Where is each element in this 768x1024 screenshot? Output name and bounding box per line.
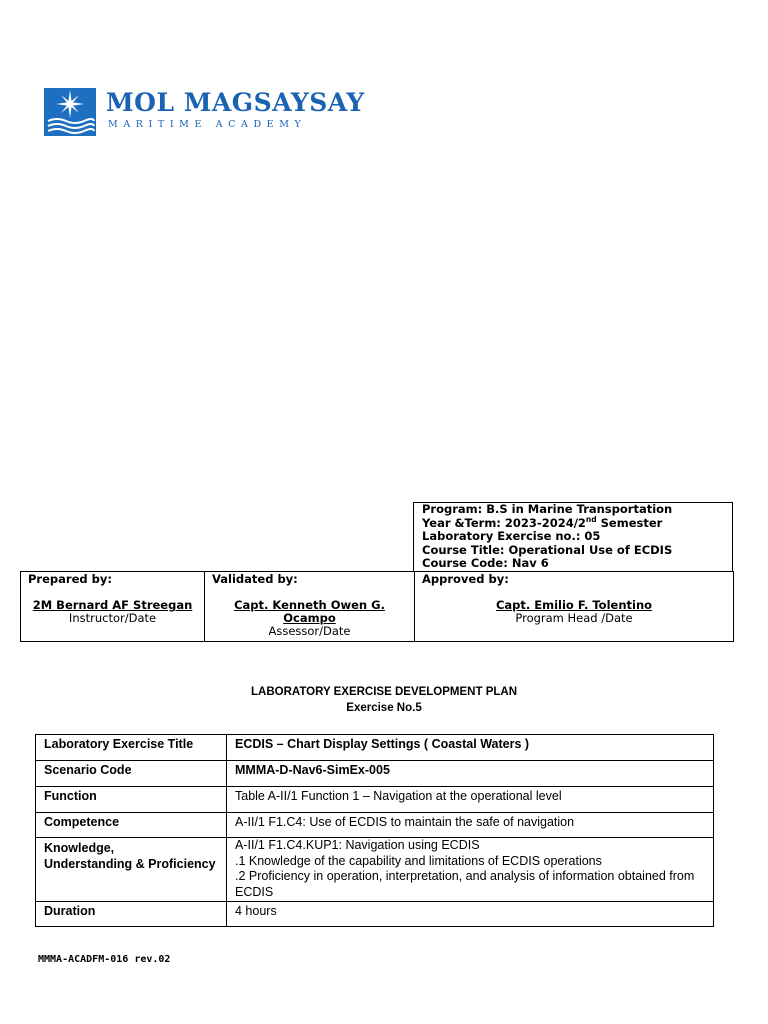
table-row <box>36 838 714 902</box>
row-label <box>36 838 227 902</box>
logo-subtitle: MARITIME ACADEMY <box>108 119 307 130</box>
plan-subtitle: Exercise No.5 <box>346 702 422 714</box>
prepared-role: Instructor/Date <box>68 611 157 625</box>
star-wave-emblem-icon <box>44 88 96 136</box>
row-value: A-II/1 F1.C4: Use of ECDIS to maintain the safe of navigation <box>227 813 714 838</box>
signature-table <box>20 571 734 642</box>
plan-table <box>35 734 714 927</box>
validated-label: Validated by: <box>212 572 298 586</box>
row-value-line: A-II/1 F1.C4.KUP1: Navigation using ECDIS <box>235 838 480 852</box>
table-row <box>36 813 714 838</box>
approved-role: Program Head /Date <box>515 611 633 625</box>
year-term-ordinal: nd <box>585 514 597 524</box>
row-label: Function <box>36 787 227 813</box>
form-code-footer: MMMA-ACADFM-016 rev.02 <box>38 954 171 965</box>
row-value-line: .2 Proficiency in operation, interpretation, and analysis of information obtained from ECDIS <box>235 869 695 899</box>
table-row <box>36 735 714 761</box>
validated-name: Capt. Kenneth Owen G. Ocampo <box>234 598 385 625</box>
year-term-semester: Semester <box>596 515 663 530</box>
program-info-box <box>413 502 733 572</box>
row-value: ECDIS – Chart Display Settings ( Coastal Waters ) <box>227 735 714 761</box>
row-value <box>227 838 714 902</box>
table-row <box>36 902 714 927</box>
row-value: 4 hours <box>227 902 714 927</box>
exercise-number-line: Laboratory Exercise no.: 05 <box>422 529 601 544</box>
row-label-line: Knowledge, <box>44 841 115 855</box>
prepared-label: Prepared by: <box>28 572 112 586</box>
approved-label: Approved by: <box>422 572 509 586</box>
validated-role: Assessor/Date <box>268 624 351 638</box>
program-line: Program: B.S in Marine Transportation <box>422 502 673 516</box>
row-label: Competence <box>36 813 227 838</box>
prepared-name: 2M Bernard AF Streegan <box>32 598 193 612</box>
table-row <box>36 787 714 813</box>
row-value-line: .1 Knowledge of the capability and limitations of ECDIS operations <box>235 853 602 868</box>
course-code-line: Course Code: Nav 6 <box>422 556 549 571</box>
row-label: Scenario Code <box>36 761 227 787</box>
academy-logo <box>44 86 365 138</box>
row-label: Duration <box>36 902 227 927</box>
approved-cell <box>415 572 734 642</box>
row-label-line: Understanding & Proficiency <box>44 856 216 871</box>
logo-name: MOL MAGSAYSAY <box>106 88 365 117</box>
course-title-line: Course Title: Operational Use of ECDIS <box>422 542 673 557</box>
year-term-text: Year &Term: 2023-2024/2 <box>422 515 586 530</box>
approved-name: Capt. Emilio F. Tolentino <box>495 598 653 612</box>
plan-title: LABORATORY EXERCISE DEVELOPMENT PLAN <box>250 686 518 698</box>
year-term-line <box>422 514 732 531</box>
validated-cell <box>205 572 415 642</box>
row-value: MMMA-D-Nav6-SimEx-005 <box>227 761 714 787</box>
row-label: Laboratory Exercise Title <box>36 735 227 761</box>
row-value: Table A-II/1 Function 1 – Navigation at the operational level <box>227 787 714 813</box>
prepared-cell <box>21 572 205 642</box>
table-row <box>36 761 714 787</box>
